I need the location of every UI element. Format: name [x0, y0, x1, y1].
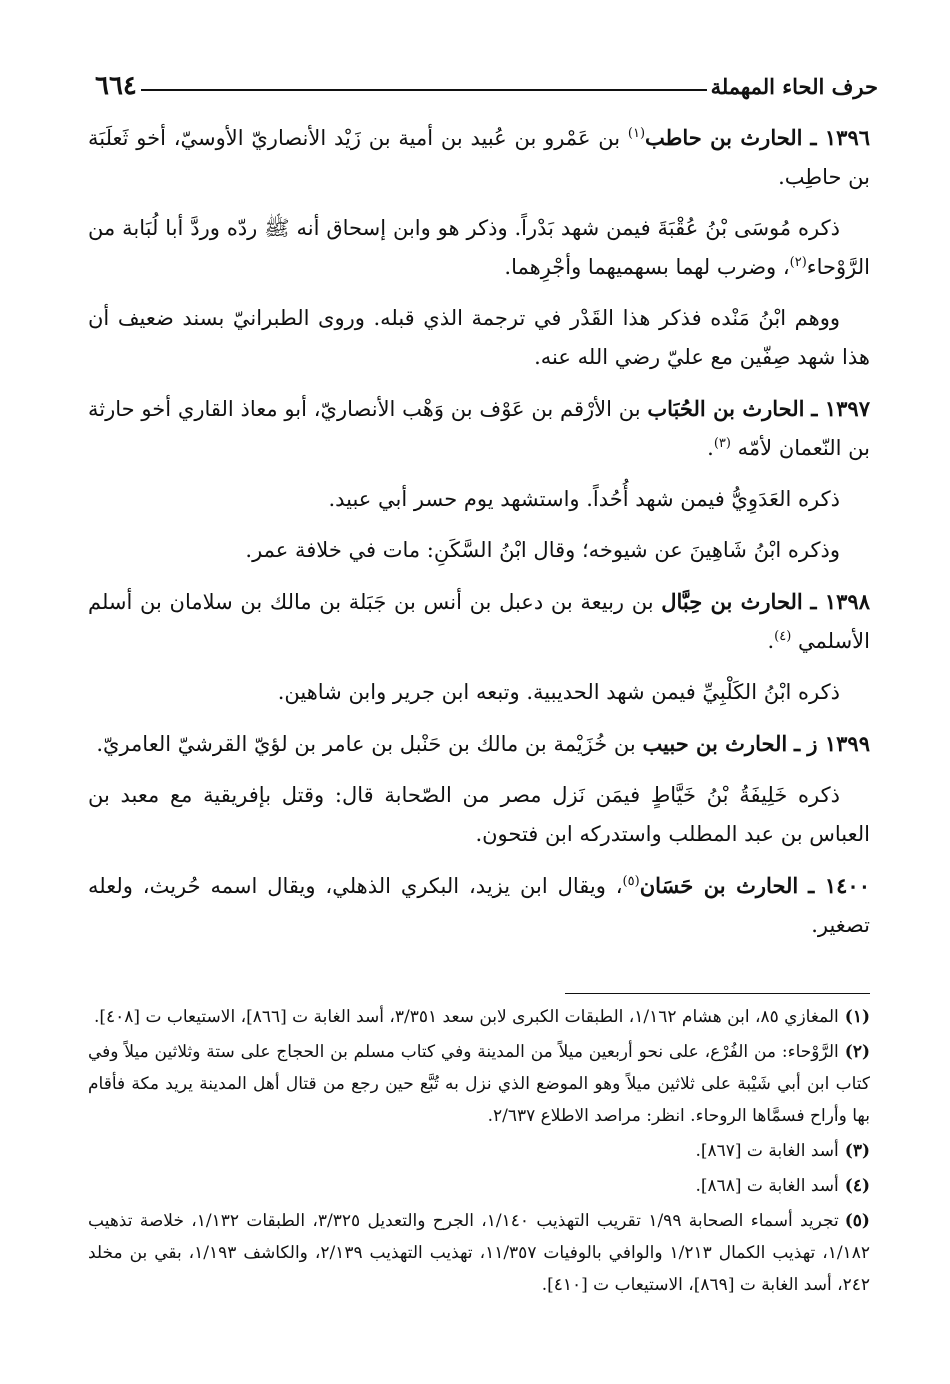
footnote-item	[88, 1135, 870, 1167]
entry-text: بن خُزَيْمة بن مالك بن حَنْبل بن عامر بن لؤيّ القرشيّ العامريّ.	[96, 732, 643, 756]
footnote-ref: (١)	[627, 126, 646, 141]
paragraph: ذكره ابْنُ الكَلْبِيِّ فيمن شهد الحديبية. وتبعه ابن جرير وابن شاهين.	[277, 680, 840, 704]
footnote-marker: (١)	[844, 1007, 870, 1027]
page-number: ٦٦٤	[95, 71, 137, 101]
entry-text: بن ربيعة بن دعبل بن أنس بن جَبَلة بن مالك بن سلامان بن أسلم الأسلمي	[88, 590, 870, 653]
entry-number: ١٣٩٧ ـ	[811, 396, 870, 421]
entry-number: ١٣٩٩ ز ـ	[793, 731, 870, 756]
paragraph: وذكره ابْنُ شَاهِينَ عن شيوخه؛ وقال ابْنُ السَّكَنِ: مات في خلافة عمر.	[245, 538, 840, 562]
footnote-text: المغازي ٨٥، ابن هشام ١/١٦٢، الطبقات الكبرى لابن سعد ٣/٣٥١، أسد الغابة ت [٨٦٦]، الاستيعاب ت [٤٠٨].	[93, 1007, 839, 1027]
entry-1398: ١٣٩٨ ـ الحارث بن حِبَّال بن ربيعة بن دعبل بن أنس بن جَبَلة بن مالك بن سلامان بن أسلم الأسلمي $^{(٤)}$.	[88, 589, 870, 653]
entry-number: ١٤٠٠ ـ	[808, 873, 870, 898]
footnote-ref: (٣)	[713, 436, 731, 451]
entry-name: الحارث بن حاطب	[645, 125, 803, 150]
footnote-marker: (٣)	[844, 1141, 870, 1161]
footnote-marker: (٤)	[844, 1176, 870, 1196]
entry-1397: ١٣٩٧ ـ الحارث بن الحُبَاب بن الأرْقم بن عَوْف بن وَهْب الأنصاريّ، أبو معاذ القاري أخو حارثة بن النّعمان لأمّه $^{(٣)}$.	[88, 396, 870, 460]
header-rule	[141, 89, 707, 91]
footnote-marker: (٢)	[844, 1042, 870, 1062]
entry-number: ١٣٩٦ ـ	[810, 125, 871, 150]
entry-name: الحارث بن حَسَان	[639, 873, 799, 898]
main-text	[88, 118, 870, 957]
entry-text: بن عَمْرو بن عُبيد بن أمية بن زَيْد الأنصاريّ الأوسيّ، أخو ثَعلَبَة بن حاطِب.	[88, 126, 870, 189]
paragraph: ذكره خَلِيفَةُ بْنُ خَيَّاطٍ فيمَن نَزل مصر من الصّحابة قال: وقتل بإفريقية مع معبد بن العباس بن عبد المطلب واستدركه ابن فتحون.	[88, 783, 870, 846]
footnotes	[88, 1001, 870, 1304]
entry-text: ، ويقال ابن يزيد، البكري الذهلي، ويقال اسمه حُريث، ولعله تصغير.	[88, 874, 870, 937]
footnote-ref: (٥)	[622, 874, 640, 889]
entry-text: بن الأرْقم بن عَوْف بن وَهْب الأنصاريّ، أبو معاذ القاري أخو حارثة بن النّعمان لأمّه	[88, 397, 870, 460]
entry-name: الحارث بن الحُبَاب	[647, 396, 805, 421]
entry-number: ١٣٩٨ ـ	[810, 589, 870, 614]
footnote-text: أسد الغابة ت [٨٦٨].	[695, 1176, 839, 1196]
footnote-item	[88, 1205, 870, 1301]
page-header	[85, 66, 888, 106]
paragraph: ووهم ابْنُ مَنْده فذكر هذا القَدْر في ترجمة الذي قبله. وروى الطبرانيّ بسند ضعيف أن هذا شهد صِفّين مع عليّ رضي الله عنه.	[88, 306, 870, 369]
footnote-ref: (٤)	[774, 629, 792, 644]
footnote-item	[88, 1170, 870, 1202]
paragraph: ذكره مُوسَى بْنُ عُقْبَةَ فيمن شهد بَدْراً. وذكر هو وابن إسحاق أنه ﷺ ردّه وردَّ أبا لُبَابة من الرَّوْحاء$^{(٢)}$، وضرب لهما بسهميهما وأجْرِهما.	[88, 216, 870, 279]
entry-1399	[88, 724, 870, 764]
footnote-ref: (٢)	[789, 255, 807, 270]
entry-name: الحارث بن حِبَّال	[661, 589, 803, 614]
footnote-text: تجريد أسماء الصحابة ١/٩٩ تقريب التهذيب ١/١٤٠، الجرح والتعديل ٣/٣٢٥، الطبقات ١/١٣٢، خلاصة تذهيب ١/١٨٢، تهذيب الكمال ١/٢١٣ والوافي بالوفيات ١١/٣٥٧، تهذيب التهذيب ٢/١٣٩، والكاشف ١/١٩٣، بقي بن مخلد ٢٤٢، أسد الغابة ت [٨٦٩]، الاستيعاب ت [٤١٠].	[88, 1211, 870, 1295]
footnote-item	[88, 1036, 870, 1132]
footnote-text: أسد الغابة ت [٨٦٧].	[695, 1141, 839, 1161]
footnote-marker: (٥)	[844, 1211, 870, 1231]
entry-1400	[88, 866, 870, 945]
entry-name: الحارث بن حبيب	[642, 731, 788, 756]
entry-1396	[88, 118, 870, 197]
paragraph: ذكره العَدَوِيُّ فيمن شهد أُحُداً. واستشهد يوم حسر أبي عبيد.	[328, 487, 840, 511]
footnote-text: الرَّوْحاء: من الفُرْع، على نحو أربعين ميلاً من المدينة وفي كتاب مسلم بن الحجاج على ستة وثلاثين ميلاً وفي كتاب ابن أبي شَيْبة على ثلاثين ميلاً وهو الموضع الذي نزل به تُبَّع حين رجع من قتال أهل المدينة يريد مكة فأقام بها وأراح فسمَّاها الروحاء. انظر: مراصد الاطلاع ٢/٦٣٧.	[88, 1042, 870, 1126]
footnote-divider	[565, 993, 870, 994]
footnote-item	[88, 1001, 870, 1033]
running-title: حرف الحاء المهملة	[710, 73, 878, 99]
